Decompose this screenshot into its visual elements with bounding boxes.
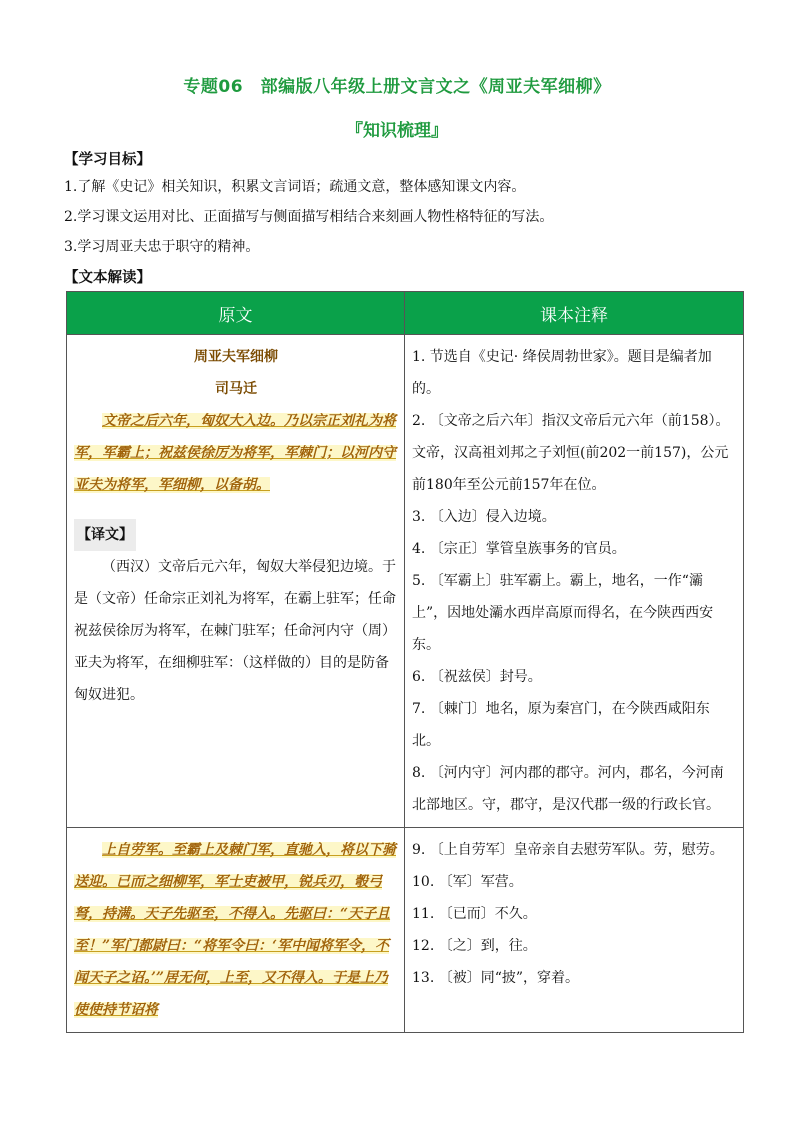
note-item: 3. 〔入边〕侵入边境。 bbox=[412, 509, 556, 525]
note-item: 1. 节选自《史记· 绛侯周勃世家》。题目是编者加的。 bbox=[412, 349, 712, 397]
table-header-row bbox=[67, 292, 744, 335]
original-cell bbox=[67, 335, 405, 828]
note-item: 9. 〔上自劳军〕皇帝亲自去慰劳军队。劳，慰劳。 bbox=[412, 842, 724, 858]
note-item: 7. 〔棘门〕地名，原为秦宫门，在今陕西咸阳东北。 bbox=[412, 701, 710, 749]
note-item: 6. 〔祝兹侯〕封号。 bbox=[412, 669, 542, 685]
header-original: 原文 bbox=[67, 292, 405, 335]
original-text: 上自劳军。至霸上及棘门军，直驰入，将以下骑送迎。已而之细柳军，军士吏被甲，锐兵刃，彀弓弩，持满。天子先驱至，不得入。先驱曰：“天子且至！”军门都尉曰：“将军令曰：‘军中闻将军令，不闻天子之诏。’”居无何，上至，又不得入。于是上乃使使持节诏将 bbox=[74, 842, 396, 1018]
page-title: 专题06 部编版八年级上册文言文之《周亚夫军细柳》 bbox=[183, 77, 611, 97]
note-item: 8. 〔河内守〕河内郡的郡守。河内，郡名，今河南北部地区。守，郡守，是汉代郡一级的行政长官。 bbox=[412, 765, 724, 813]
header-notes: 课本注释 bbox=[405, 292, 744, 335]
essay-title: 周亚夫军细柳 bbox=[194, 349, 278, 365]
original-text: 文帝之后六年，匈奴大入边。乃以宗正刘礼为将军，军霸上；祝兹侯徐厉为将军，军棘门；以河内守亚夫为将军，军细柳，以备胡。 bbox=[74, 413, 396, 493]
translation-label: 【译文】 bbox=[74, 519, 136, 551]
note-item: 13. 〔被〕同“披”，穿着。 bbox=[412, 970, 580, 986]
notes-cell bbox=[405, 828, 744, 1033]
note-item: 2. 〔文帝之后六年〕指汉文帝后元六年（前158）。文帝，汉高祖刘邦之子刘恒(前202一前157)，公元前180年至公元前157年在位。 bbox=[412, 413, 730, 493]
goal-item: 3.学习周亚夫忠于职守的精神。 bbox=[64, 239, 260, 255]
table-row bbox=[67, 828, 744, 1033]
goal-item: 2.学习课文运用对比、正面描写与侧面描写相结合来刻画人物性格特征的写法。 bbox=[64, 209, 554, 225]
goal-item: 1.了解《史记》相关知识，积累文言词语；疏通文意，整体感知课文内容。 bbox=[64, 179, 526, 195]
note-item: 10. 〔军〕军营。 bbox=[412, 874, 523, 890]
note-item: 11. 〔已而〕不久。 bbox=[412, 906, 537, 922]
note-item: 12. 〔之〕到，往。 bbox=[412, 938, 537, 954]
page-subtitle: 『知识梳理』 bbox=[346, 121, 448, 141]
reading-heading: 【文本解读】 bbox=[64, 270, 151, 286]
translation-text: （西汉）文帝后元六年，匈奴大举侵犯边境。于是（文帝）任命宗正刘礼为将军，在霸上驻军；任命祝兹侯徐厉为将军，在棘门驻军；任命河内守（周）亚夫为将军，在细柳驻军：（这样做的）目的是防备匈奴进犯。 bbox=[74, 559, 396, 703]
essay-author: 司马迁 bbox=[215, 381, 257, 397]
notes-cell bbox=[405, 335, 744, 828]
note-item: 4. 〔宗正〕掌管皇族事务的官员。 bbox=[412, 541, 626, 557]
original-cell bbox=[67, 828, 405, 1033]
goals-heading: 【学习目标】 bbox=[64, 152, 151, 168]
note-item: 5. 〔军霸上〕驻军霸上。霸上，地名，一作“灞上”，因地处灞水西岸高原而得名，在今陕西西安东。 bbox=[412, 573, 714, 653]
text-analysis-table bbox=[66, 291, 744, 1033]
table-row bbox=[67, 335, 744, 828]
